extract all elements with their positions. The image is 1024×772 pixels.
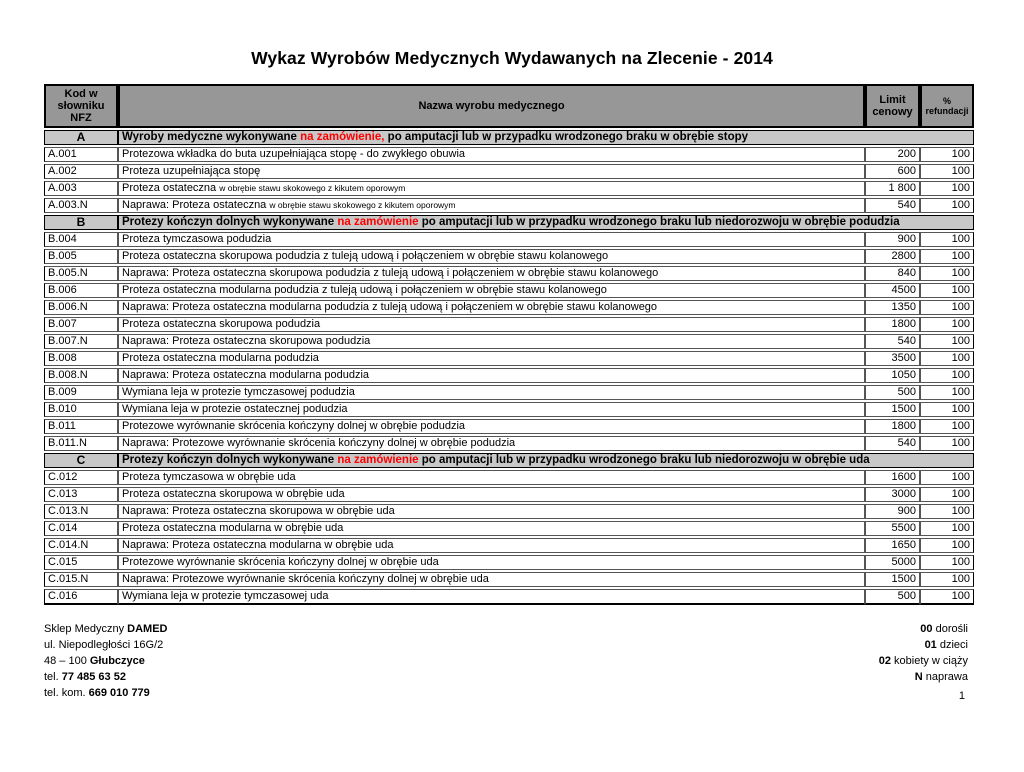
table-row xyxy=(44,589,974,605)
code-cell: B.005 xyxy=(44,249,118,264)
code-cell: B.011.N xyxy=(44,436,118,451)
refund-cell: 100 xyxy=(920,266,974,281)
name-cell: Proteza ostateczna modularna podudzia xyxy=(118,351,865,366)
table-row xyxy=(44,164,974,179)
code-cell: C.014.N xyxy=(44,538,118,553)
code-cell: B.004 xyxy=(44,232,118,247)
legend-block xyxy=(879,621,974,704)
legend-line: 02 kobiety w ciąży xyxy=(878,655,968,667)
name-cell-small: w obrębie stawu skokowego z kikutem oporowym xyxy=(269,200,456,210)
limit-cell: 5500 xyxy=(865,521,920,536)
name-cell: Proteza tymczasowa podudzia xyxy=(118,232,865,247)
legend-lines xyxy=(879,621,974,685)
refund-cell: 100 xyxy=(920,300,974,315)
contact-line: tel. kom. 669 010 779 xyxy=(44,687,150,699)
name-cell: Naprawa: Protezowe wyrównanie skrócenia kończyny dolnej w obrębie uda xyxy=(118,572,865,587)
table-row xyxy=(44,521,974,536)
limit-cell: 1650 xyxy=(865,538,920,553)
contact-bold: 669 010 779 xyxy=(88,687,150,699)
code-cell: B.007 xyxy=(44,317,118,332)
section-letter: B xyxy=(44,215,118,230)
name-cell: Protezowa wkładka do buta uzupełniająca stopę - do zwykłego obuwia xyxy=(118,147,865,162)
table-row xyxy=(44,351,974,366)
header-code: Kod w słowniku NFZ xyxy=(44,84,118,128)
name-cell: Proteza ostateczna w obrębie stawu skokowego z kikutem oporowym xyxy=(118,181,865,196)
limit-cell: 900 xyxy=(865,232,920,247)
limit-cell: 200 xyxy=(865,147,920,162)
table-row xyxy=(44,504,974,519)
table-row xyxy=(44,283,974,298)
limit-cell: 1500 xyxy=(865,402,920,417)
section-row xyxy=(44,215,974,230)
limit-cell: 1800 xyxy=(865,419,920,434)
section-row xyxy=(44,453,974,468)
code-cell: C.013 xyxy=(44,487,118,502)
name-cell: Naprawa: Proteza ostateczna skorupowa podudzia xyxy=(118,334,865,349)
table-row xyxy=(44,334,974,349)
limit-cell: 1500 xyxy=(865,572,920,587)
section-title-pre: Protezy kończyn dolnych wykonywane xyxy=(122,454,338,466)
name-cell: Protezowe wyrównanie skrócenia kończyny dolnej w obrębie uda xyxy=(118,555,865,570)
section-title-post: po amputacji lub w przypadku wrodzonego braku lub niedorozwoju w obrębie podudzia xyxy=(418,216,900,228)
section-title-highlight: na zamówienie xyxy=(337,216,419,228)
name-cell: Naprawa: Proteza ostateczna skorupowa podudzia z tuleją udową i połączeniem w obrębie stawu kolanowego xyxy=(118,266,865,281)
name-cell: Proteza tymczasowa w obrębie uda xyxy=(118,470,865,485)
table-body xyxy=(44,130,974,605)
section-title xyxy=(118,453,974,468)
code-cell: B.011 xyxy=(44,419,118,434)
limit-cell: 4500 xyxy=(865,283,920,298)
code-cell: B.009 xyxy=(44,385,118,400)
page-footer xyxy=(44,621,974,704)
limit-cell: 1050 xyxy=(865,368,920,383)
code-cell: C.014 xyxy=(44,521,118,536)
table-row xyxy=(44,266,974,281)
legend-code: N xyxy=(914,671,923,683)
name-cell: Wymiana leja w protezie tymczasowej podudzia xyxy=(118,385,865,400)
name-cell: Proteza ostateczna modularna podudzia z tuleją udową i połączeniem w obrębie stawu kolanowego xyxy=(118,283,865,298)
refund-cell: 100 xyxy=(920,198,974,213)
limit-cell: 3000 xyxy=(865,487,920,502)
table-row xyxy=(44,385,974,400)
name-cell: Wymiana leja w protezie tymczasowej uda xyxy=(118,589,865,605)
header-name: Nazwa wyrobu medycznego xyxy=(118,84,865,128)
limit-cell: 900 xyxy=(865,504,920,519)
table-header xyxy=(44,84,974,128)
table-row xyxy=(44,232,974,247)
limit-cell: 840 xyxy=(865,266,920,281)
code-cell: B.008 xyxy=(44,351,118,366)
limit-cell: 1600 xyxy=(865,470,920,485)
refund-cell: 100 xyxy=(920,181,974,196)
contact-bold: DAMED xyxy=(127,623,168,635)
name-cell: Wymiana leja w protezie ostatecznej podudzia xyxy=(118,402,865,417)
code-cell: C.013.N xyxy=(44,504,118,519)
header-row xyxy=(44,84,974,128)
page-number: 1 xyxy=(958,690,965,702)
limit-cell: 500 xyxy=(865,589,920,605)
refund-cell: 100 xyxy=(920,368,974,383)
refund-cell: 100 xyxy=(920,147,974,162)
refund-cell: 100 xyxy=(920,249,974,264)
name-cell: Proteza ostateczna skorupowa w obrębie uda xyxy=(118,487,865,502)
legend-code: 02 xyxy=(878,655,891,667)
code-cell: A.003.N xyxy=(44,198,118,213)
table-row xyxy=(44,538,974,553)
contact-bold: 77 485 63 52 xyxy=(61,671,126,683)
name-cell: Naprawa: Proteza ostateczna modularna w obrębie uda xyxy=(118,538,865,553)
table-row xyxy=(44,147,974,162)
name-cell: Naprawa: Proteza ostateczna modularna podudzia z tuleją udową i połączeniem w obrębie stawu kolanowego xyxy=(118,300,865,315)
contact-line: Sklep Medyczny DAMED xyxy=(44,623,168,635)
limit-cell: 5000 xyxy=(865,555,920,570)
refund-cell: 100 xyxy=(920,164,974,179)
header-refund: % refundacji xyxy=(920,84,974,128)
header-limit: Limit cenowy xyxy=(865,84,920,128)
refund-cell: 100 xyxy=(920,487,974,502)
code-cell: C.015 xyxy=(44,555,118,570)
name-cell: Naprawa: Proteza ostateczna w obrębie stawu skokowego z kikutem oporowym xyxy=(118,198,865,213)
limit-cell: 540 xyxy=(865,198,920,213)
code-cell: C.015.N xyxy=(44,572,118,587)
table-row xyxy=(44,317,974,332)
code-cell: B.006.N xyxy=(44,300,118,315)
refund-cell: 100 xyxy=(920,334,974,349)
table-row xyxy=(44,249,974,264)
section-title-post: po amputacji lub w przypadku wrodzonego braku w obrębie stopy xyxy=(384,131,749,143)
section-letter: C xyxy=(44,453,118,468)
contact-bold: Głubczyce xyxy=(89,655,145,667)
table-row xyxy=(44,436,974,451)
table-row xyxy=(44,300,974,315)
limit-cell: 600 xyxy=(865,164,920,179)
name-cell: Protezowe wyrównanie skrócenia kończyny dolnej w obrębie podudzia xyxy=(118,419,865,434)
refund-cell: 100 xyxy=(920,589,974,605)
section-title-highlight: na zamówienie xyxy=(337,454,419,466)
name-cell: Proteza uzupełniająca stopę xyxy=(118,164,865,179)
refund-cell: 100 xyxy=(920,385,974,400)
table-row xyxy=(44,368,974,383)
refund-cell: 100 xyxy=(920,436,974,451)
name-cell: Naprawa: Proteza ostateczna modularna podudzia xyxy=(118,368,865,383)
section-title xyxy=(118,215,974,230)
section-title-pre: Protezy kończyn dolnych wykonywane xyxy=(122,216,338,228)
name-cell: Proteza ostateczna skorupowa podudzia z tuleją udową i połączeniem w obrębie stawu kolanowego xyxy=(118,249,865,264)
code-cell: A.002 xyxy=(44,164,118,179)
table-row xyxy=(44,555,974,570)
contact-block xyxy=(44,621,168,701)
refund-cell: 100 xyxy=(920,470,974,485)
section-title-highlight: na zamówienie, xyxy=(300,131,385,143)
name-cell: Proteza ostateczna skorupowa podudzia xyxy=(118,317,865,332)
refund-cell: 100 xyxy=(920,572,974,587)
legend-line: 00 dorośli xyxy=(920,623,968,635)
legend-line: 01 dzieci xyxy=(924,639,968,651)
code-cell: B.008.N xyxy=(44,368,118,383)
section-title-post: po amputacji lub w przypadku wrodzonego braku lub niedorozwoju w obrębie uda xyxy=(418,454,870,466)
page-title: Wykaz Wyrobów Medycznych Wydawanych na Zlecenie - 2014 xyxy=(251,48,773,68)
table-row xyxy=(44,572,974,587)
section-title xyxy=(118,130,974,145)
table-row xyxy=(44,419,974,434)
legend-code: 00 xyxy=(920,623,933,635)
table-row xyxy=(44,198,974,213)
contact-line: ul. Niepodległości 16G/2 xyxy=(44,639,164,651)
refund-cell: 100 xyxy=(920,317,974,332)
section-letter: A xyxy=(44,130,118,145)
refund-cell: 100 xyxy=(920,555,974,570)
code-cell: B.007.N xyxy=(44,334,118,349)
name-cell: Naprawa: Protezowe wyrównanie skrócenia kończyny dolnej w obrębie podudzia xyxy=(118,436,865,451)
limit-cell: 1 800 xyxy=(865,181,920,196)
limit-cell: 3500 xyxy=(865,351,920,366)
code-cell: B.006 xyxy=(44,283,118,298)
table-row xyxy=(44,487,974,502)
limit-cell: 540 xyxy=(865,334,920,349)
name-cell: Naprawa: Proteza ostateczna skorupowa w obrębie uda xyxy=(118,504,865,519)
limit-cell: 500 xyxy=(865,385,920,400)
limit-cell: 1350 xyxy=(865,300,920,315)
code-cell: A.003 xyxy=(44,181,118,196)
code-cell: C.016 xyxy=(44,589,118,605)
limit-cell: 1800 xyxy=(865,317,920,332)
contact-line: tel. 77 485 63 52 xyxy=(44,671,126,683)
section-row xyxy=(44,130,974,145)
refund-cell: 100 xyxy=(920,402,974,417)
section-title-pre: Wyroby medyczne wykonywane xyxy=(122,131,301,143)
medical-products-table xyxy=(44,82,974,607)
refund-cell: 100 xyxy=(920,283,974,298)
name-cell: Proteza ostateczna modularna w obrębie uda xyxy=(118,521,865,536)
refund-cell: 100 xyxy=(920,351,974,366)
code-cell: A.001 xyxy=(44,147,118,162)
name-cell-small: w obrębie stawu skokowego z kikutem oporowym xyxy=(219,183,406,193)
code-cell: B.005.N xyxy=(44,266,118,281)
refund-cell: 100 xyxy=(920,538,974,553)
legend-code: 01 xyxy=(924,639,937,651)
limit-cell: 540 xyxy=(865,436,920,451)
refund-cell: 100 xyxy=(920,521,974,536)
table-row xyxy=(44,470,974,485)
limit-cell: 2800 xyxy=(865,249,920,264)
table-row xyxy=(44,402,974,417)
code-cell: C.012 xyxy=(44,470,118,485)
contact-line: 48 – 100 Głubczyce xyxy=(44,655,145,667)
table-row xyxy=(44,181,974,196)
refund-cell: 100 xyxy=(920,232,974,247)
legend-line: N naprawa xyxy=(914,671,968,683)
refund-cell: 100 xyxy=(920,504,974,519)
code-cell: B.010 xyxy=(44,402,118,417)
refund-cell: 100 xyxy=(920,419,974,434)
